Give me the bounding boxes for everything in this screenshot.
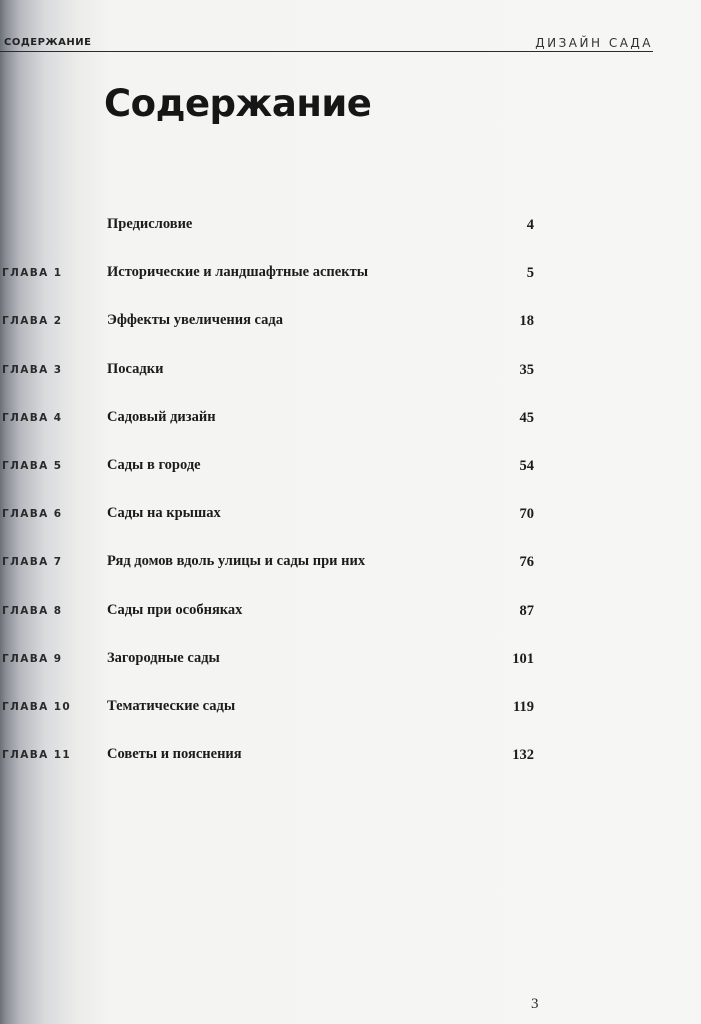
toc-entry [0,407,701,455]
toc-entry [0,600,701,648]
chapter-label: ГЛАВА 3 [2,363,63,376]
entry-title: Тематические сады [107,697,236,714]
page-number: 3 [531,996,539,1012]
chapter-label: ГЛАВА 6 [2,508,63,521]
entry-title: Ряд домов вдоль улицы и сады при них [107,553,366,570]
table-of-contents [0,214,701,792]
toc-entry [0,503,701,551]
entry-page-number: 35 [519,361,534,378]
entry-title: Сады при особняках [107,601,243,618]
page-title: Содержание [104,82,372,125]
chapter-label: ГЛАВА 5 [2,459,63,472]
entry-title: Предисловие [107,216,193,232]
chapter-label: ГЛАВА 4 [2,411,63,424]
entry-title: Садовый дизайн [107,408,216,425]
entry-title: Сады на крышах [107,505,221,522]
toc-entry [0,696,701,744]
entry-title: Исторические и ландшафтные аспекты [107,264,369,281]
toc-entry [0,310,701,358]
chapter-label: ГЛАВА 8 [2,604,63,617]
entry-page-number: 45 [519,409,534,426]
entry-page-number: 87 [519,602,534,619]
toc-entry [0,359,701,407]
toc-entry [0,744,701,792]
toc-entry [0,648,701,696]
entry-page-number: 101 [512,650,534,667]
chapter-label: ГЛАВА 10 [2,700,72,713]
entry-page-number: 4 [526,217,534,233]
entry-page-number: 54 [519,457,534,474]
entry-page-number: 5 [526,265,534,282]
chapter-label: ГЛАВА 7 [2,556,63,569]
chapter-label: ГЛАВА 1 [2,267,63,280]
entry-page-number: 132 [512,747,534,764]
entry-page-number: 76 [519,554,534,571]
toc-entry [0,551,701,599]
entry-title: Эффекты увеличения сада [107,312,284,329]
chapter-label: ГЛАВА 11 [2,749,72,762]
entry-page-number: 119 [513,698,534,715]
entry-title: Посадки [107,360,164,377]
chapter-label: ГЛАВА 2 [2,315,63,328]
chapter-label: ГЛАВА 9 [2,652,63,665]
toc-entry [0,214,701,262]
toc-entry [0,262,701,310]
entry-page-number: 70 [519,506,534,523]
entry-title: Советы и пояснения [107,746,242,763]
entry-title: Загородные сады [107,649,220,666]
running-header-section: СОДЕРЖАНИЕ [4,37,92,48]
toc-entry [0,455,701,503]
entry-title: Сады в городе [107,456,201,473]
entry-page-number: 18 [519,313,534,330]
running-header [0,35,653,52]
running-header-book-title: ДИЗАЙН САДА [535,36,653,50]
